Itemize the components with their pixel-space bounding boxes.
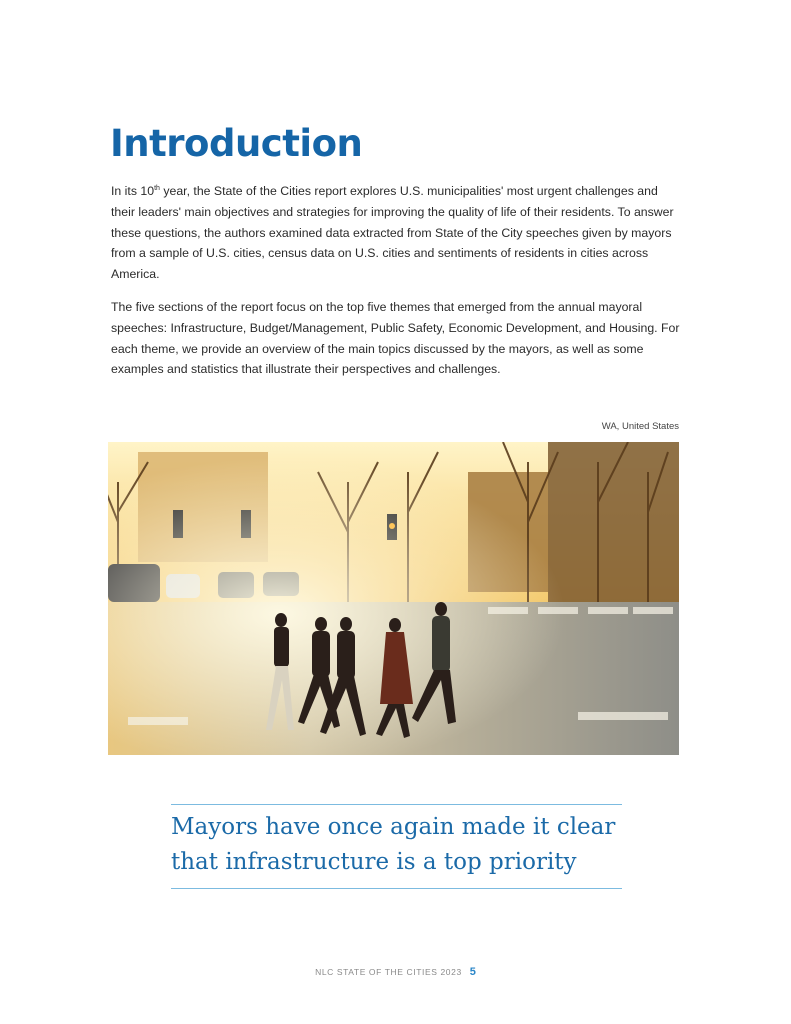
pull-quote: Mayors have once again made it clear that infrastructure is a top priority [171, 814, 616, 875]
intro-paragraph-1 [111, 181, 683, 285]
footer-publication-title: NLC STATE OF THE CITIES 2023 [315, 967, 462, 977]
intro-paragraph-1-start: In its 10 [111, 184, 155, 198]
pull-quote-top-rule [171, 804, 622, 805]
page-title: Introduction [110, 122, 363, 165]
intro-paragraph-2: The five sections of the report focus on the top five themes that emerged from the annual mayoral speeches: Infrastructure, Budget/Management, Public Safety, Economic Development, and Housing. For each theme, we provide an overview of the main topics discussed by the mayors, as well as some examples and statistics that illustrate their perspectives and challenges. [111, 300, 680, 377]
intro-paragraph-1-rest: year, the State of the Cities report explores U.S. municipalities' most urgent challenges and their leaders' main objectives and strategies for improving the quality of life of their residents. To answer these questions, the authors examined data extracted from State of the City speeches given by mayors from a sample of U.S. cities, census data on U.S. cities and sentiments of residents in cities across America. [111, 184, 674, 282]
pull-quote-bottom-rule [171, 888, 622, 889]
photo-caption: WA, United States [601, 421, 679, 432]
page-footer [0, 966, 791, 978]
photo-illustration [108, 442, 679, 755]
ordinal-suffix: th [154, 184, 160, 192]
street-crosswalk-photo [108, 442, 679, 755]
page-number: 5 [469, 966, 476, 978]
